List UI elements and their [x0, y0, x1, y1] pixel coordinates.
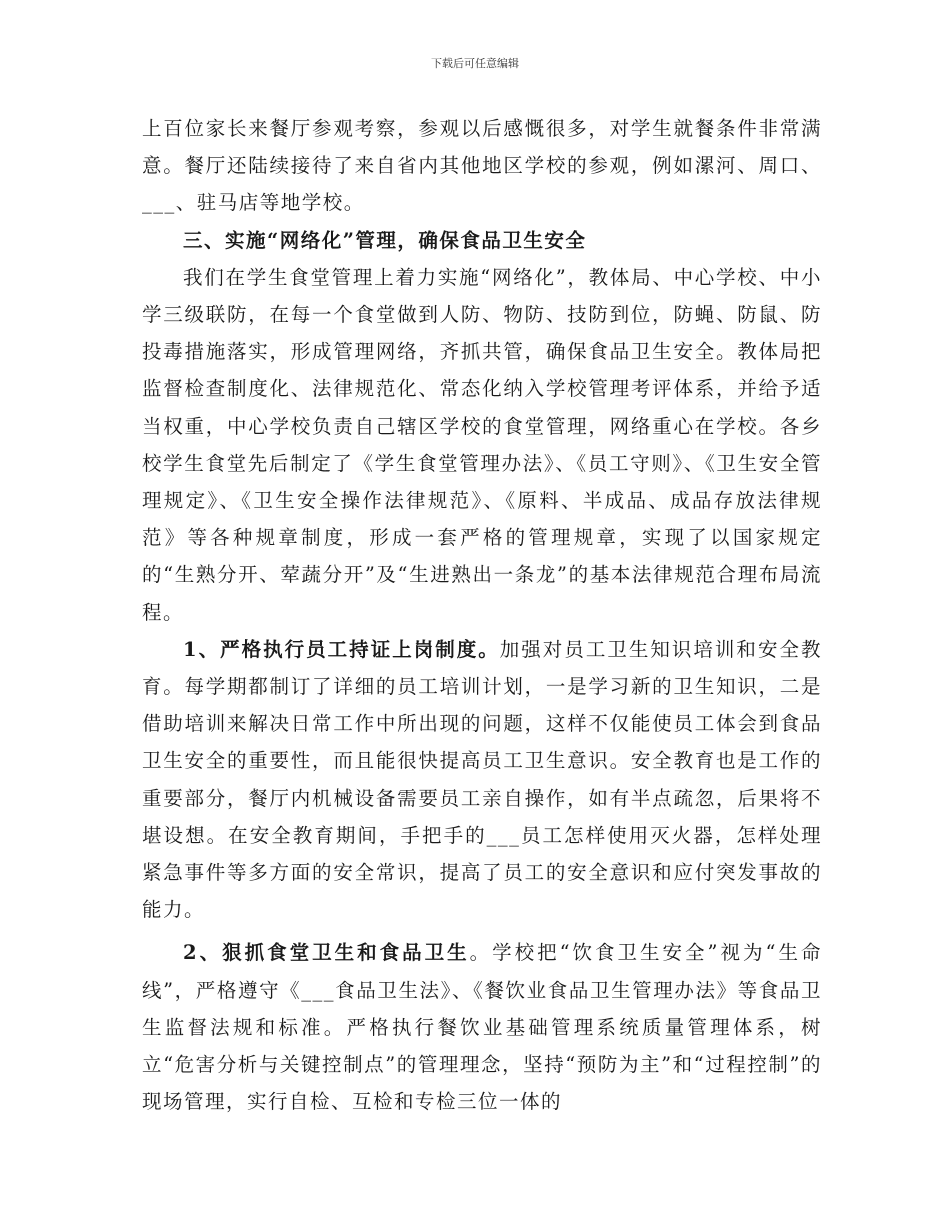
paragraph-certification-body: 加强对员工卫生知识培训和安全教育。每学期都制订了详细的员工培训计划，一是学习新的卫生知识，二是借助培训来解决日常工作中所出现的问题，这样不仅能使员工体会到食品卫生安全的重要性，而且能很快提高员工卫生意识。安全教育也是工作的重要部分，餐厅内机械设备需要员工亲自操作，如有半点疏忽，后果将不堪设想。在安全教育期间，手把手的___员工怎样使用灭火器，怎样处理紧急事件等多方面的安全常识，提高了员工的安全意识和应付突发事故的能力。	[142, 637, 822, 922]
section-heading: 三、实施“网络化”管理，确保食品卫生安全	[183, 228, 587, 252]
document-body	[142, 110, 822, 1120]
page-header: 下载后可任意编辑	[431, 57, 519, 70]
paragraph-continuation: 上百位家长来餐厅参观考察，参观以后感慨很多，对学生就餐条件非常满意。餐厅还陆续接待了来自省内其他地区学校的参观，例如漯河、周口、___、驻马店等地学校。	[142, 117, 822, 215]
paragraph-certification	[142, 631, 822, 929]
subheading-certification: 1、严格执行员工持证上岗制度。	[183, 637, 500, 661]
paragraph-hygiene-body: 。学校把“饮食卫生安全”视为“生命线”，严格遵守《___食品卫生法》、《餐饮业食品卫生管理办法》等食品卫生监督法规和标准。严格执行餐饮业基础管理系统质量管理体系，树立“危害分析与关键控制点”的管理理念，坚持“预防为主”和“过程控制”的现场管理，实行自检、互检和专检三位一体的	[142, 941, 822, 1114]
subheading-hygiene: 2、狠抓食堂卫生和食品卫生	[183, 941, 470, 965]
paragraph-hygiene	[142, 934, 822, 1120]
paragraph-networked-management: 我们在学生食堂管理上着力实施“网络化”，教体局、中心学校、中小学三级联防，在每一个食堂做到人防、物防、技防到位，防蝇、防鼠、防投毒措施落实，形成管理网络，齐抓共管，确保食品卫生安全。教体局把监督检查制度化、法律规范化、常态化纳入学校管理考评体系，并给予适当权重，中心学校负责自己辖区学校的食堂管理，网络重心在学校。各乡校学生食堂先后制定了《学生食堂管理办法》、《员工守则》、《卫生安全管理规定》、《卫生安全操作法律规范》、《原料、半成品、成品存放法律规范》等各种规章制度，形成一套严格的管理规章，实现了以国家规定的“生熟分开、荤蔬分开”及“生进熟出一条龙”的基本法律规范合理布局流程。	[142, 265, 822, 624]
